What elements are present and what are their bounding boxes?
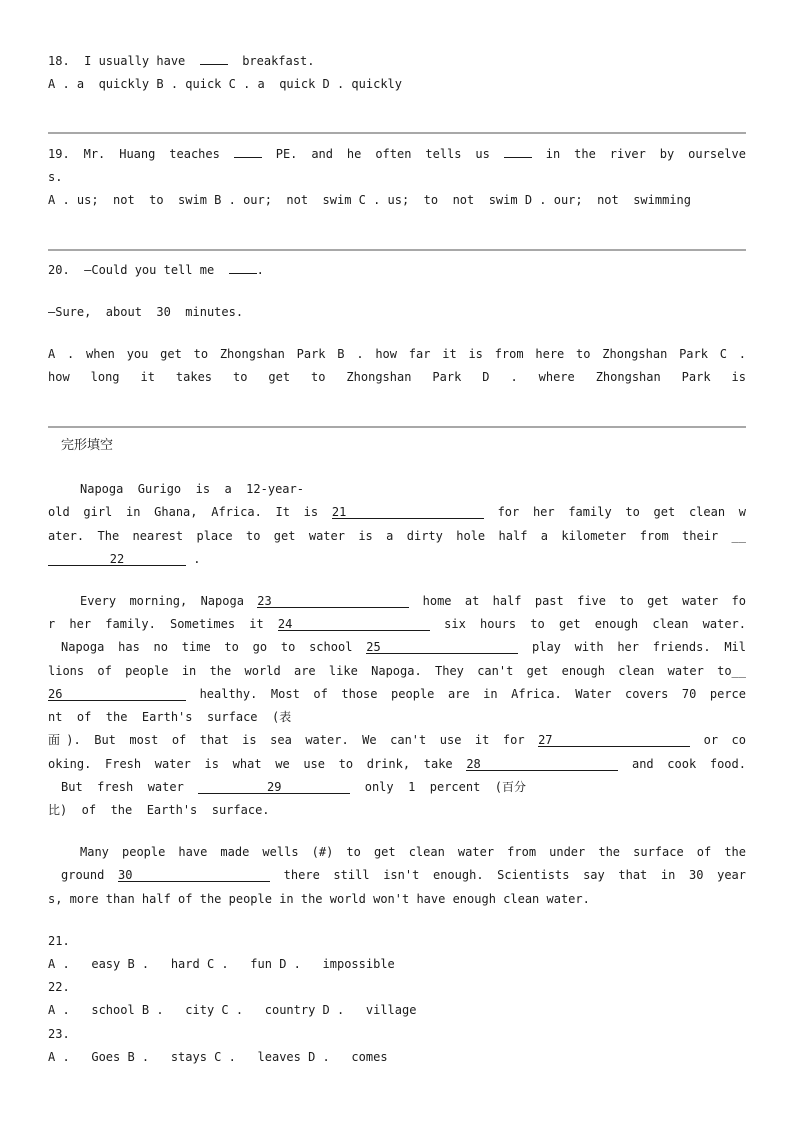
q20-options-2: how long it takes to get to Zhongshan Park D . where Zhongshan Park is [48,370,746,384]
passage-p2-line6: nt of the Earth's surface (表 [48,710,292,724]
blank-21: 21 [332,506,484,519]
q20-stem [48,263,264,277]
passage-text: or co [703,733,746,747]
q20-stem-text: 20. —Could you tell me [48,263,215,277]
passage-p2-line1 [80,594,746,608]
q18-stem [48,54,314,68]
passage-p2-line4: lions of people in the world are like Napoga. They can't get enough clean water to__ [48,664,746,678]
q23-options: A . Goes B . stays C . leaves D . comes [48,1050,388,1064]
passage-text: old girl in Ghana, Africa. It is [48,505,319,519]
q19-stem-a: 19. Mr. Huang teaches [48,147,220,161]
passage-text: home at half past five to get water fo [422,594,747,608]
passage-text: 面). But most of that is sea water. We can't use it for [48,733,525,747]
blank-26: 26 [48,688,186,701]
q18-options: A . a quickly B . quick C . a quick D . quickly [48,77,403,91]
blank-29: 29 [198,781,350,794]
q19-blank-2 [504,157,532,158]
q23-number: 23. [48,1027,70,1041]
q19-stem-wrap: s. [48,170,63,184]
passage-text: and cook food. [631,757,746,771]
q19-stem-c: in the river by ourselve [545,147,746,161]
blank-25: 25 [366,641,518,654]
passage-text: oking. Fresh water is what we use to drink, take [48,757,453,771]
passage-p2-line7 [48,733,746,747]
q20-answer: —Sure, about 30 minutes. [48,305,244,319]
passage-p1-line4 [48,552,200,566]
q21-number: 21. [48,934,70,948]
passage-p2-line2 [48,617,746,631]
passage-p3-line2 [61,868,746,882]
passage-text: there still isn't enough. Scientists say that in 30 year [283,868,747,882]
q20-blank [229,273,257,274]
blank-27: 27 [538,734,690,747]
q18-blank [200,64,228,65]
blank-30: 30 [118,869,270,882]
passage-p1-line1: Napoga Gurigo is a 12-year- [80,482,304,496]
passage-p2-line5 [48,687,746,701]
q21-options: A . easy B . hard C . fun D . impossible [48,957,395,971]
q19-stem [48,147,746,161]
passage-p3-line3: s, more than half of the people in the world won't have enough clean water. [48,892,590,906]
passage-text: Every morning, Napoga [80,594,244,608]
passage-p2-line3 [61,640,746,654]
passage-p1-line3: ater. The nearest place to get water is a dirty hole half a kilometer from their __ [48,529,746,543]
q19-blank-1 [234,157,262,158]
passage-text: play with her friends. Mil [532,640,747,654]
passage-text: only 1 percent (百分 [364,780,527,794]
passage-text: healthy. Most of those people are in Africa. Water covers 70 perce [199,687,746,701]
q18-stem-text: 18. I usually have [48,54,186,68]
q20-stem-end: . [256,263,264,277]
q19-stem-b: PE. and he often tells us [275,147,490,161]
passage-text: r her family. Sometimes it [48,617,264,631]
passage-p3-line1: Many people have made wells (#) to get clean water from under the surface of the [80,845,746,859]
passage-text: . [193,552,201,566]
divider [48,249,746,251]
q18-stem-end: breakfast. [242,54,315,68]
passage-text: six hours to get enough clean water. [444,617,747,631]
passage-p2-line8 [48,757,746,771]
passage-text: Napoga has no time to go to school [61,640,353,654]
blank-28: 28 [466,758,618,771]
passage-text: But fresh water [61,780,184,794]
passage-p2-line9 [61,780,526,794]
passage-text: for her family to get clean w [497,505,747,519]
passage-text: ground [61,868,105,882]
section-title: 完形填空 [61,438,114,453]
divider [48,132,746,134]
q22-options: A . school B . city C . country D . village [48,1003,417,1017]
passage-p1-line2 [48,505,746,519]
q20-options-1: A . when you get to Zhongshan Park B . how far it is from here to Zhongshan Park C . [48,347,746,361]
blank-22: 22 [48,553,186,566]
blank-24: 24 [278,618,430,631]
q19-options: A . us; not to swim B . our; not swim C . us; to not swim D . our; not swimming [48,193,691,207]
passage-p2-line10: 比) of the Earth's surface. [48,803,270,817]
q22-number: 22. [48,980,70,994]
divider [48,426,746,428]
blank-23: 23 [257,595,409,608]
